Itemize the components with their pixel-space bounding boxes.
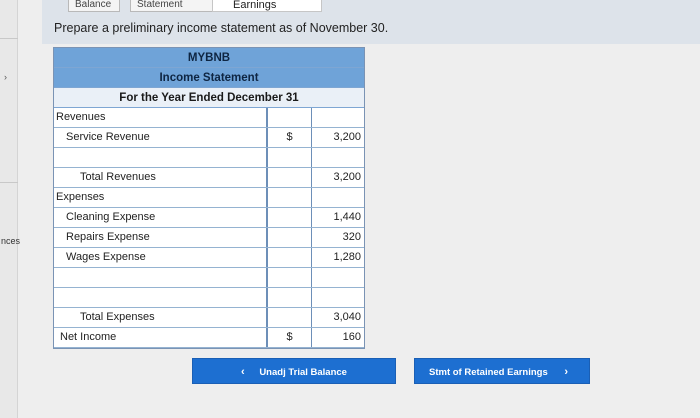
- table-row: [54, 188, 364, 208]
- row-label-input[interactable]: Cleaning Expense: [54, 208, 268, 227]
- row-label-input[interactable]: [54, 268, 268, 287]
- top-panel: [42, 0, 700, 44]
- row-label-input[interactable]: Total Expenses: [54, 308, 268, 327]
- amount-input[interactable]: 1,440: [333, 211, 361, 223]
- row-label-input[interactable]: [54, 148, 268, 167]
- table-row: [54, 168, 364, 188]
- amount-input[interactable]: 1,280: [333, 251, 361, 263]
- amount-input[interactable]: 160: [342, 331, 361, 343]
- amount-input[interactable]: [312, 268, 364, 287]
- amount-input[interactable]: [312, 108, 364, 127]
- left-strip: [0, 0, 21, 418]
- prev-button-label: Unadj Trial Balance: [259, 367, 347, 378]
- amount-input[interactable]: 3,040: [333, 311, 361, 323]
- tab-earnings[interactable]: Earnings: [212, 0, 322, 12]
- table-row: [54, 268, 364, 288]
- table-row: [54, 208, 364, 228]
- table-row: [54, 288, 364, 308]
- amount-input[interactable]: [312, 188, 364, 207]
- divider: [0, 38, 18, 39]
- currency-cell[interactable]: [268, 268, 312, 287]
- row-label-input[interactable]: Revenues: [54, 108, 268, 127]
- table-row: [54, 328, 364, 348]
- next-stmt-retained-earnings-button[interactable]: [414, 358, 590, 384]
- currency-cell[interactable]: [268, 308, 312, 327]
- currency-cell[interactable]: [268, 148, 312, 167]
- row-label-input[interactable]: Wages Expense: [54, 248, 268, 267]
- table-row: [54, 128, 364, 148]
- amount-input[interactable]: [312, 148, 364, 167]
- statement-title: Income Statement: [54, 68, 364, 88]
- prev-unadj-trial-balance-button[interactable]: [192, 358, 396, 384]
- row-label-input[interactable]: Total Revenues: [54, 168, 268, 187]
- currency-cell[interactable]: [268, 108, 312, 127]
- currency-cell[interactable]: [268, 208, 312, 227]
- chevron-left-icon: ‹: [241, 366, 245, 378]
- row-label-input[interactable]: Net Income: [54, 328, 268, 347]
- next-button-label: Stmt of Retained Earnings: [429, 367, 548, 378]
- table-row: [54, 228, 364, 248]
- table-row: [54, 108, 364, 128]
- row-label-input[interactable]: [54, 288, 268, 307]
- row-label-input[interactable]: Expenses: [54, 188, 268, 207]
- currency-cell[interactable]: $: [268, 328, 312, 347]
- amount-input[interactable]: 320: [342, 231, 361, 243]
- currency-cell[interactable]: [268, 188, 312, 207]
- currency-cell[interactable]: $: [268, 128, 312, 147]
- company-name: MYBNB: [54, 48, 364, 68]
- tab-statement[interactable]: Statement: [130, 0, 252, 12]
- chevron-right-icon: ›: [564, 366, 569, 378]
- statement-period: For the Year Ended December 31: [54, 88, 364, 108]
- chevron-right-icon: ›: [4, 72, 7, 82]
- instruction-text: Prepare a preliminary income statement as of November 30.: [54, 21, 389, 35]
- row-label-input[interactable]: Repairs Expense: [54, 228, 268, 247]
- table-row: [54, 148, 364, 168]
- currency-cell[interactable]: [268, 288, 312, 307]
- currency-cell[interactable]: [268, 228, 312, 247]
- divider: [0, 182, 18, 183]
- amount-input[interactable]: 3,200: [333, 171, 361, 183]
- table-row: [54, 308, 364, 328]
- amount-input[interactable]: [312, 288, 364, 307]
- table-row: [54, 248, 364, 268]
- tab-balance[interactable]: Balance: [68, 0, 120, 12]
- income-statement-table: [53, 47, 365, 349]
- currency-cell[interactable]: [268, 248, 312, 267]
- tab-row: [42, 0, 700, 12]
- currency-cell[interactable]: [268, 168, 312, 187]
- row-label-input[interactable]: Service Revenue: [54, 128, 268, 147]
- amount-input[interactable]: 3,200: [333, 131, 361, 143]
- side-tab-label[interactable]: nces: [1, 236, 21, 246]
